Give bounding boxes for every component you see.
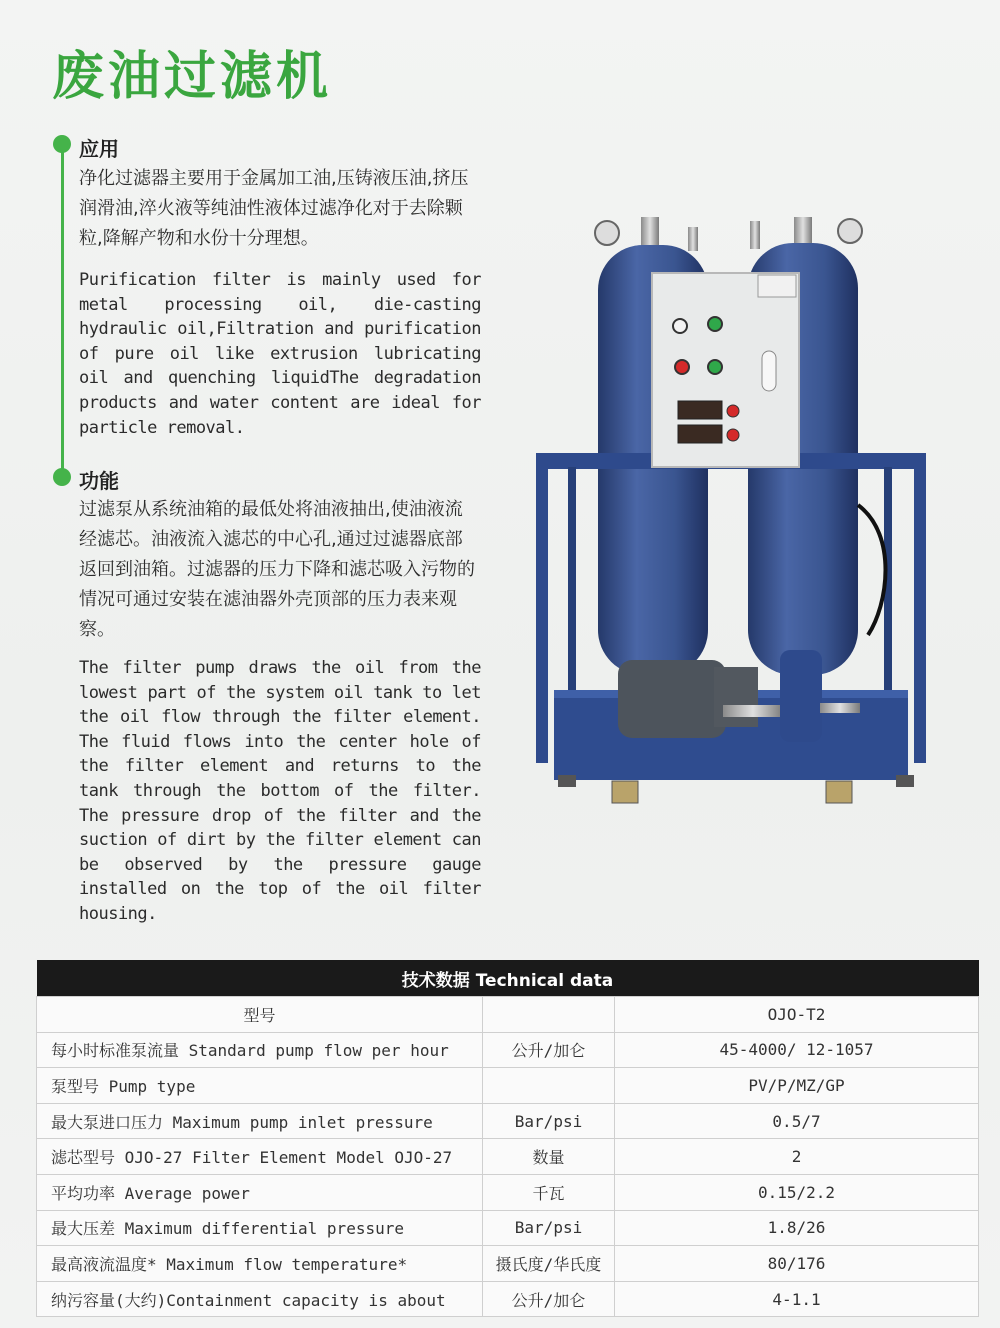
table-row [37, 1210, 979, 1246]
cell-unit: 摄氏度/华氏度 [483, 1246, 615, 1282]
function-en-text: The filter pump draws the oil from the lowest part of the system oil tank to let the oil flow through the filter element. The fluid flows into the center hole of the filter element and returns to the tank through the bottom of the filter. The pressure drop of the filter and the suction of dirt by the filter element can be observed by the pressure gauge installed on the top of the oil filter housing. [79, 658, 481, 924]
table-row [37, 1281, 979, 1317]
cell-unit: Bar/psi [483, 1210, 615, 1246]
application-en-text: Purification filter is mainly used for metal processing oil, die-casting hydraulic oil,Filtration and purification of pure oil like extrusion lubricating oil and quenching liquidThe degradation products and water content are ideal for particle removal. [79, 270, 481, 438]
cell-value: 80/176 [615, 1246, 979, 1282]
cell-value: 4-1.1 [615, 1281, 979, 1317]
section-bullet-function [53, 468, 71, 486]
table-header: 技术数据 Technical data [37, 960, 979, 997]
page-title: 废油过滤机 [52, 47, 333, 107]
cell-param: 每小时标准泵流量 Standard pump flow per hour [37, 1032, 483, 1068]
cell-param: 滤芯型号 OJO-27 Filter Element Model OJO-27 [37, 1139, 483, 1175]
table-row [37, 997, 979, 1033]
cell-unit: 公升/加仑 [483, 1032, 615, 1068]
cell-param: 最大泵进口压力 Maximum pump inlet pressure [37, 1103, 483, 1139]
cell-param: 泵型号 Pump type [37, 1068, 483, 1104]
cell-value: PV/P/MZ/GP [615, 1068, 979, 1104]
cell-param: 最大压差 Maximum differential pressure [37, 1210, 483, 1246]
application-heading: 应用 [79, 137, 119, 161]
table-row [37, 1103, 979, 1139]
cell-unit: 数量 [483, 1139, 615, 1175]
table-row [37, 1032, 979, 1068]
cell-value: 45-4000/ 12-1057 [615, 1032, 979, 1068]
cell-value: 1.8/26 [615, 1210, 979, 1246]
cell-unit [483, 997, 615, 1033]
pressure-gauge-right-icon [838, 219, 862, 243]
section-bullet-application [53, 135, 71, 153]
function-zh-text: 过滤泵从系统油箱的最低处将油液抽出,使油液流经滤芯。油液流入滤芯的中心孔,通过过滤器底部返回到油箱。过滤器的压力下降和滤芯吸入污物的情况可通过安装在滤油器外壳顶部的压力表来观察。 [79, 499, 475, 640]
oil-filter-machine-image [528, 205, 938, 815]
cell-unit [483, 1068, 615, 1104]
cell-param: 平均功率 Average power [37, 1174, 483, 1210]
cell-unit: 公升/加仑 [483, 1281, 615, 1317]
cell-value: 0.5/7 [615, 1103, 979, 1139]
pressure-gauge-left-icon [595, 221, 619, 245]
table-row [37, 1139, 979, 1175]
cell-value: OJO-T2 [615, 997, 979, 1033]
function-heading: 功能 [79, 469, 119, 493]
table-row [37, 1246, 979, 1282]
cell-param: 型号 [37, 997, 483, 1033]
control-panel [652, 273, 799, 467]
table-row [37, 1174, 979, 1210]
cell-value: 0.15/2.2 [615, 1174, 979, 1210]
cell-value: 2 [615, 1139, 979, 1175]
cell-param: 纳污容量(大约)Containment capacity is about [37, 1281, 483, 1317]
cell-param: 最高液流温度* Maximum flow temperature* [37, 1246, 483, 1282]
cell-unit: Bar/psi [483, 1103, 615, 1139]
technical-data-table [36, 960, 979, 1317]
table-row [37, 1068, 979, 1104]
cell-unit: 千瓦 [483, 1174, 615, 1210]
section-timeline [61, 145, 64, 477]
application-zh-text: 净化过滤器主要用于金属加工油,压铸液压油,挤压润滑油,淬火液等纯油性液体过滤净化对于去除颗粒,降解产物和水份十分理想。 [79, 168, 469, 249]
